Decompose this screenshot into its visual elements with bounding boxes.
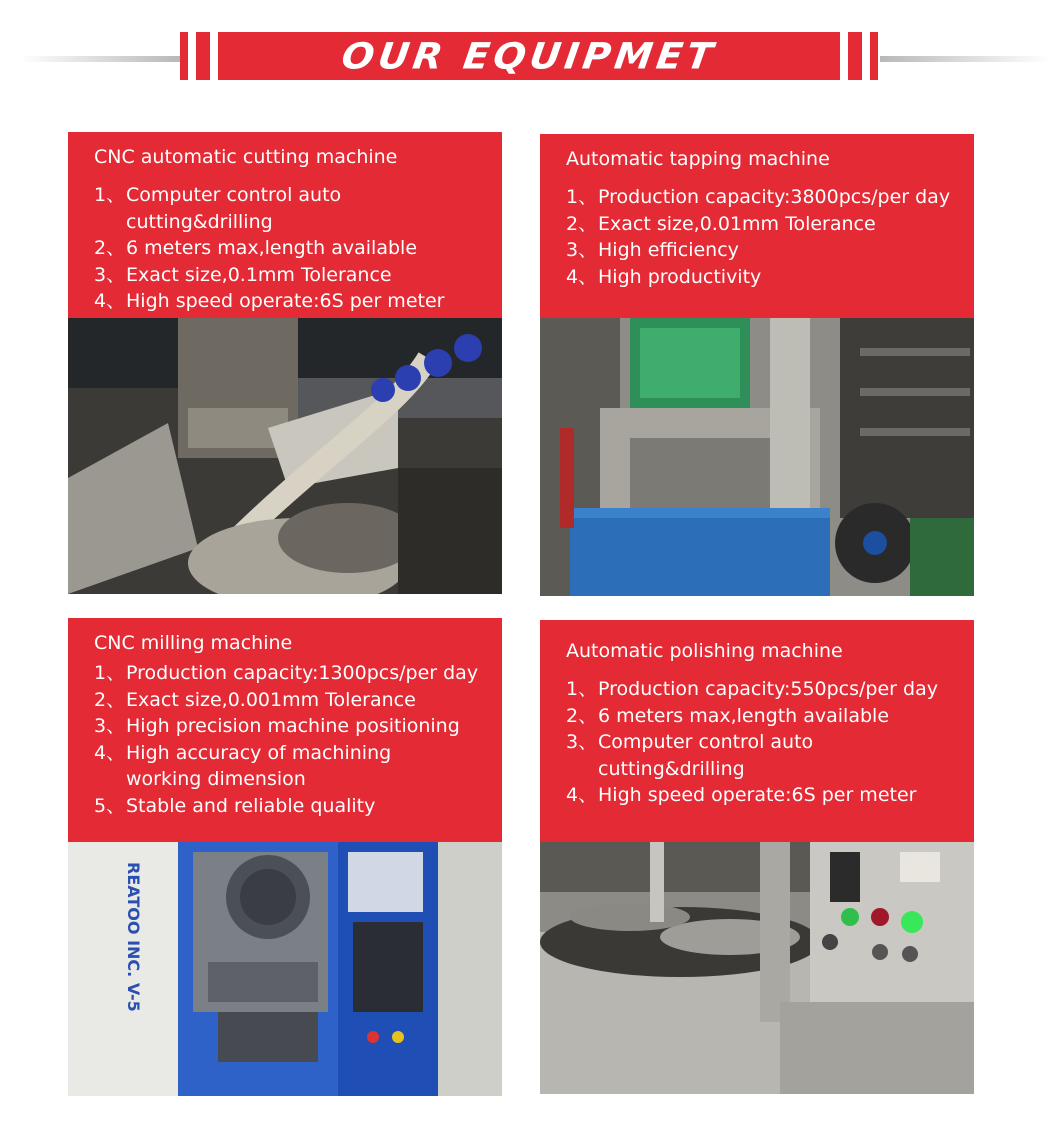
machine-photo-milling [68,842,502,1096]
machine-photo-polishing [540,842,974,1094]
feature-list [566,184,954,290]
machine-card-cutting [68,132,502,594]
machine-card-milling [68,618,502,1096]
machine-info [68,132,502,318]
machine-info [540,620,974,842]
list-item: 4、 High accuracy of machining working dimension [94,741,392,790]
list-item: 1、 Production capacity:3800pcs/per day [566,186,951,208]
machine-card-tapping [540,134,974,596]
machine-photo-tapping [540,318,974,596]
list-item: 3、 High efficiency [566,239,739,261]
list-item: 3、 Computer control auto cutting&drilling [566,731,814,780]
machine-info [68,618,502,842]
feature-list [566,676,954,809]
machine-title: CNC automatic cutting machine [94,146,398,168]
list-item: 4、 High speed operate:6S per meter [94,290,445,312]
banner-stripe [848,32,862,80]
banner-line-left [20,56,180,62]
list-item: 1、 Computer control auto cutting&drilling [94,184,342,233]
machine-photo-cutting [68,318,502,594]
list-item: 2、 Exact size,0.001mm Tolerance [94,688,416,711]
list-item: 1、 Production capacity:1300pcs/per day [94,662,479,684]
banner-stripe [870,32,878,80]
machine-title: Automatic polishing machine [566,640,843,662]
list-item: 3、 Exact size,0.1mm Tolerance [94,263,392,286]
list-item: 2、 6 meters max,length available [566,704,890,727]
section-banner [218,32,840,80]
feature-list [94,182,482,315]
machine-card-polishing [540,620,974,1094]
machine-brand-label: REATOO INC. V-5 [124,862,143,1012]
list-item: 4、 High productivity [566,265,762,288]
list-item: 3、 High precision machine positioning [94,715,460,737]
list-item: 2、 6 meters max,length available [94,237,418,259]
banner-stripe [196,32,210,80]
list-item: 1、 Production capacity:550pcs/per day [566,678,938,700]
banner-line-right [880,56,1050,62]
list-item: 5、 Stable and reliable quality [94,794,376,817]
machine-title: CNC milling machine [94,632,293,654]
machine-info [540,134,974,318]
section-title: OUR EQUIPMET [338,35,720,77]
machine-title: Automatic tapping machine [566,148,830,170]
list-item: 4、 High speed operate:6S per meter [566,784,917,806]
banner-stripe [180,32,188,80]
list-item: 2、 Exact size,0.01mm Tolerance [566,212,876,235]
feature-list [94,660,482,819]
